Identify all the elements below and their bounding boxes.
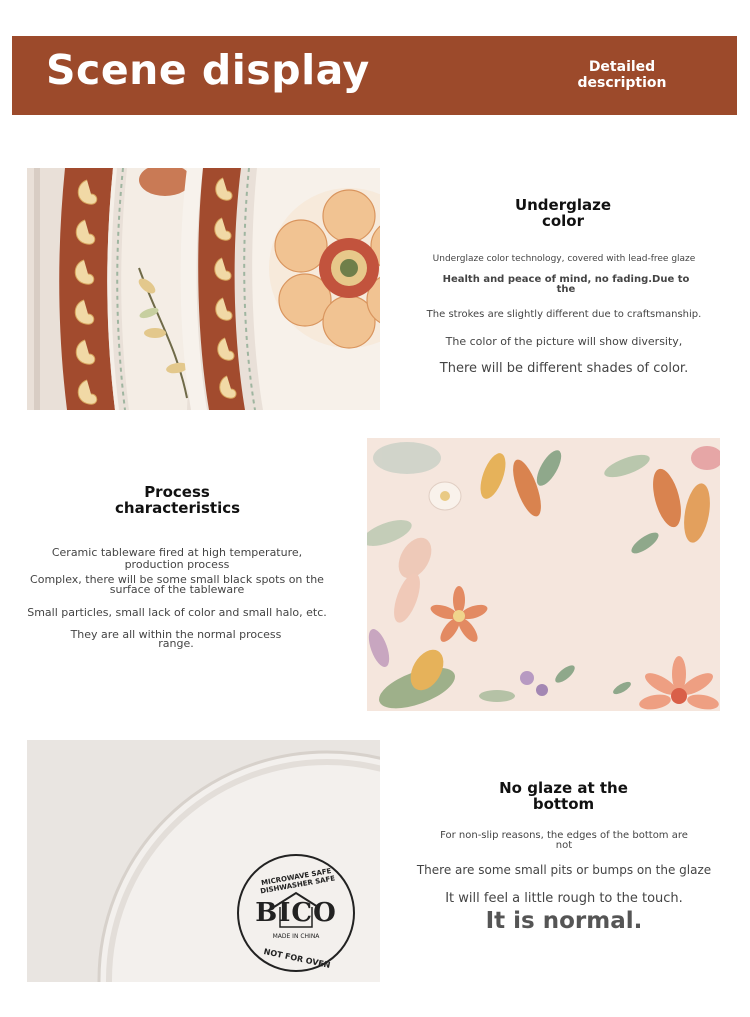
plate-rim-illustration xyxy=(27,168,380,410)
stamp-arc-bottom: NOT FOR OVEN xyxy=(262,947,332,970)
section2-line-4: They are all within the normal process range. xyxy=(70,628,282,650)
header-banner xyxy=(12,36,737,115)
stamp-made-in: MADE IN CHINA xyxy=(272,933,320,940)
plate-bottom-photo xyxy=(27,740,380,982)
header-subtitle: Detailed description xyxy=(577,59,667,91)
section1-line-2: Health and peace of mind, no fading.Due to the xyxy=(442,274,690,295)
section2-line-3: Small particles, small lack of color and small halo, etc. xyxy=(27,606,327,619)
section2-line-2: Complex, there will be some small black spots on the surface of the tableware xyxy=(30,573,324,596)
section3-heading: No glaze at the bottom xyxy=(499,779,628,813)
plate-rim-photo xyxy=(27,168,380,410)
plate-bottom-illustration xyxy=(27,740,380,982)
section1-line-1: Underglaze color technology, covered with lead-free glaze xyxy=(432,254,696,264)
section3-line-1: For non-slip reasons, the edges of the bottom are not xyxy=(440,830,688,851)
section3-line-3: It will feel a little rough to the touch. xyxy=(445,891,683,906)
section3-line-2: There are some small pits or bumps on the glaze xyxy=(416,863,712,877)
section1-line-3: The strokes are slightly different due to craftsmanship. xyxy=(426,309,702,320)
stamp-arc-top: MICROWAVE SAFE DISHWASHER SAFE xyxy=(259,866,336,896)
section2-heading: Process characteristics xyxy=(115,483,241,517)
section1-line-5: There will be different shades of color. xyxy=(439,361,689,376)
floral-plate-photo xyxy=(367,438,720,711)
section3-line-4: It is normal. xyxy=(485,908,643,934)
floral-illustration xyxy=(367,438,720,711)
section1-line-4: The color of the picture will show diversity, xyxy=(445,335,683,348)
section2-line-1: Ceramic tableware fired at high temperature, production process xyxy=(51,546,303,571)
page-title: Scene display xyxy=(46,46,370,94)
stamp-brand: BICO xyxy=(255,898,337,928)
section1-heading: Underglaze color xyxy=(514,196,612,230)
